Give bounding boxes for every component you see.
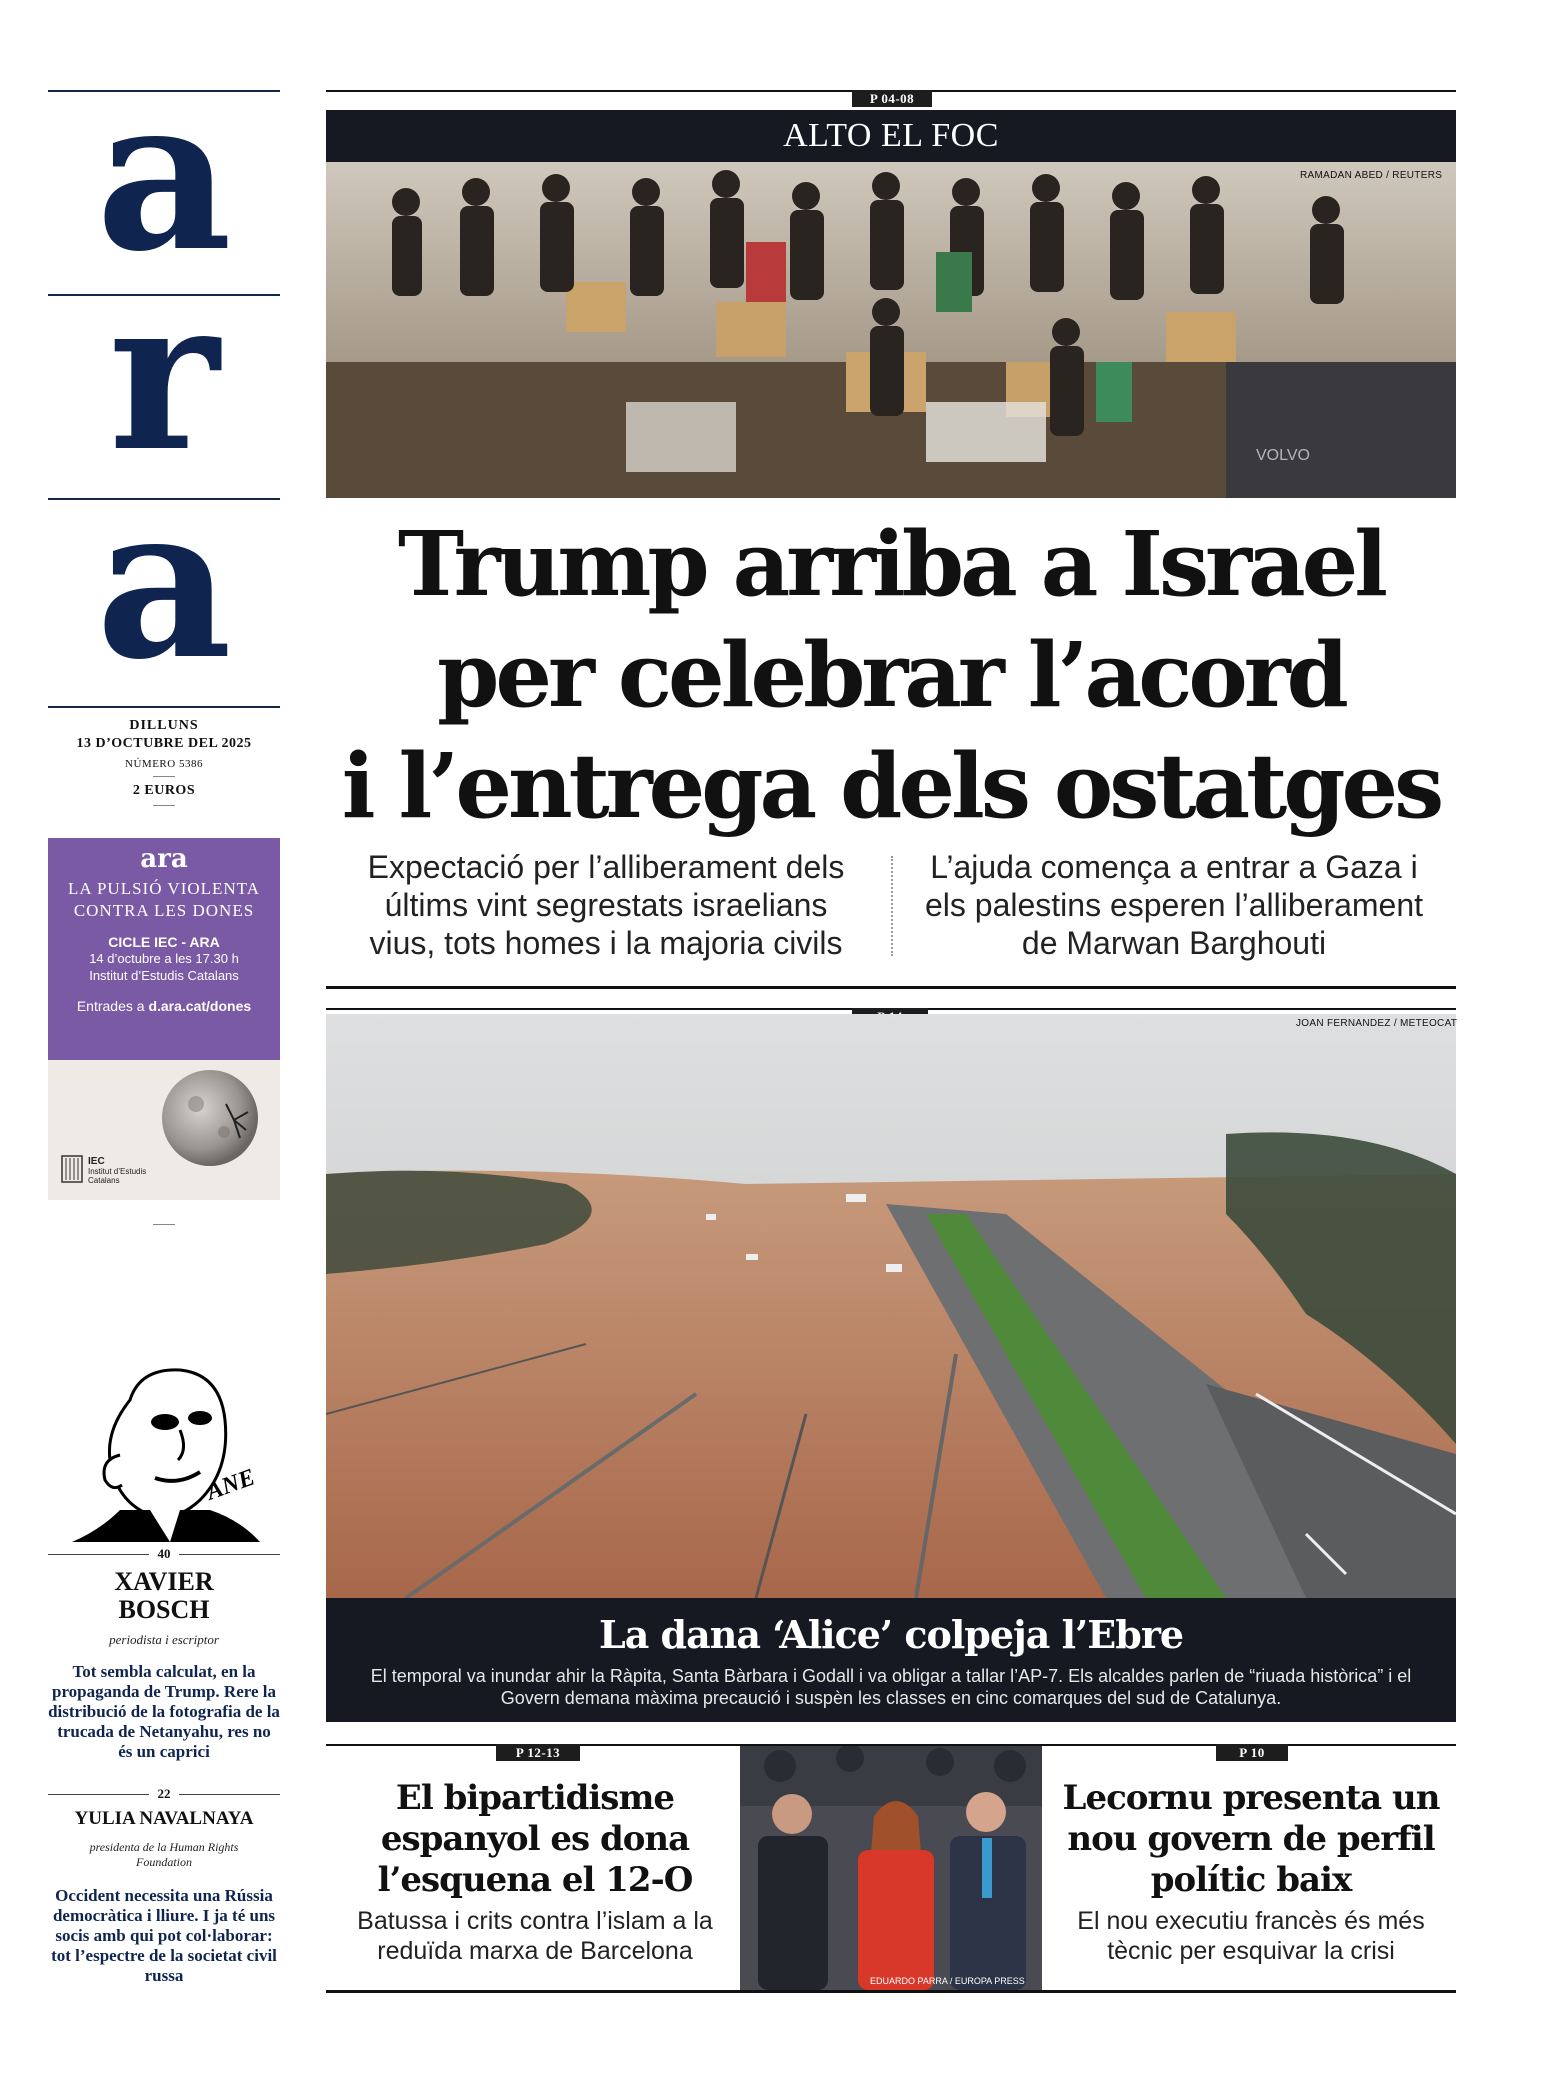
flood-headline: La dana ‘Alice’ colpeja l’Ebre xyxy=(598,1612,1184,1657)
moon-illustration xyxy=(48,1060,280,1200)
column-role-2-line1: presidenta de la Human Rights xyxy=(89,1840,239,1854)
promo-tickets-prefix: Entrades a xyxy=(76,998,149,1014)
column-role-2 xyxy=(48,1840,280,1870)
section-rule xyxy=(326,986,1456,989)
edition-number: NÚMERO 5386 xyxy=(125,758,203,770)
promo-title-1: LA PULSIÓ VIOLENTA xyxy=(68,879,260,898)
iec-name-1: Institut d’Estudis xyxy=(88,1167,147,1176)
lead-headline-line2: per celebrar l’acord xyxy=(437,622,1345,727)
lead-photo-gaza-aid[interactable] xyxy=(326,162,1456,498)
lead-subhead-left[interactable]: Expectació per l’alliberament dels últims vint segrestats israelians vius, tots homes i la majoria civils xyxy=(367,849,845,961)
bottom-rule xyxy=(326,1990,1456,1993)
column-author-1[interactable] xyxy=(48,1568,280,1624)
promo-logo: ara xyxy=(140,844,188,874)
column-page-1: 40 xyxy=(149,1546,179,1562)
bottom-right-headline-line1: Lecornu presenta un xyxy=(1062,1778,1440,1818)
iec-name-2: Catalans xyxy=(88,1176,120,1185)
bottom-photo-credit: EDUARDO PARRA / EUROPA PRESS xyxy=(870,1976,1025,1986)
masthead-letter-r[interactable]: r xyxy=(108,251,220,498)
truck-brand: VOLVO xyxy=(1256,447,1310,464)
column-author-1-first: XAVIER xyxy=(114,1567,214,1596)
promo-moon-image xyxy=(48,1060,280,1200)
bottom-left-page-tag[interactable]: P 12-13 xyxy=(496,1744,580,1761)
edition-day: DILLUNS xyxy=(129,718,199,733)
bottom-right-page-tag[interactable]: P 10 xyxy=(1216,1744,1288,1761)
column-quote-1[interactable]: Tot sembla calculat, en la propaganda de Trump. Rere la distribució de la fotografia de la trucada de Netanyahu, res no és un caprici xyxy=(48,1662,280,1761)
flood-image xyxy=(326,1014,1456,1598)
edition-date: 13 D’OCTUBRE DEL 2025 xyxy=(76,736,252,751)
flood-summary: El temporal va inundar ahir la Ràpita, Santa Bàrbara i Godall i va obligar a tallar l’AP-7. Els alcaldes parlen de “riuada històrica” i el Govern demana màxima precaució i suspèn les classes en cinc comarques del sud de Catalunya. xyxy=(370,1666,1412,1708)
lead-kicker: ALTO EL FOC xyxy=(326,110,1456,162)
lead-page-tag[interactable]: P 04-08 xyxy=(852,90,932,107)
caricature-illustration xyxy=(60,1360,270,1550)
column-author-2[interactable]: YULIA NAVALNAYA xyxy=(74,1808,254,1829)
bottom-right-headline[interactable] xyxy=(1046,1778,1456,1901)
flood-photo-credit: JOAN FERNANDEZ / METEOCAT xyxy=(1296,1018,1458,1029)
promo-venue: Institut d’Estudis Catalans xyxy=(89,968,239,983)
promo-title-2: CONTRA LES DONES xyxy=(73,901,255,920)
lead-subhead-right[interactable]: L’ajuda comença a entrar a Gaza i els palestins esperen l’alliberament de Marwan Barghouti xyxy=(924,849,1424,961)
lead-photo-credit: RAMADAN ABED / REUTERS xyxy=(1300,170,1443,181)
divider xyxy=(153,805,175,806)
bottom-photo-march[interactable] xyxy=(740,1746,1042,1990)
column-author-1-last: BOSCH xyxy=(118,1595,210,1624)
bottom-right-headline-line2: nou govern de perfil xyxy=(1067,1819,1435,1859)
bottom-right-headline-line3: polític baix xyxy=(1150,1860,1352,1900)
flood-photo[interactable] xyxy=(326,1014,1456,1598)
divider xyxy=(153,1224,175,1225)
masthead-letter-a2[interactable]: a xyxy=(95,459,233,706)
divider xyxy=(153,776,175,777)
event-promo[interactable] xyxy=(48,838,280,1060)
edition-info xyxy=(48,718,280,812)
cartoon-signature: ANE xyxy=(203,1464,259,1506)
promo-tickets[interactable] xyxy=(48,998,280,1014)
iec-abbr: IEC xyxy=(88,1156,105,1167)
bottom-right-subhead[interactable]: El nou executiu francès és més tècnic per esquivar la crisi xyxy=(1077,1907,1425,1965)
column-role-1: periodista i escriptor xyxy=(109,1632,219,1647)
flood-caption[interactable] xyxy=(326,1598,1456,1722)
lead-headline-line1: Trump arriba a Israel xyxy=(397,511,1385,616)
column-quote-2[interactable]: Occident necessita una Rússia democràtica i lliure. I ja té uns socis amb qui pot col·laborar: tot l’espectre de la societat civil russa xyxy=(51,1886,277,1985)
promo-datetime: 14 d’octubre a les 17.30 h xyxy=(89,951,239,966)
promo-cycle: CICLE IEC - ARA xyxy=(108,934,220,950)
politicians-image xyxy=(740,1746,1042,1990)
bottom-left-headline-line2: espanyol es dona xyxy=(380,1819,690,1859)
column-page-2: 22 xyxy=(149,1786,179,1802)
promo-tickets-link[interactable]: d.ara.cat/dones xyxy=(148,998,252,1014)
bottom-left-headline-line1: El bipartidisme xyxy=(395,1778,675,1818)
bottom-left-headline-line3: l’esquena el 12-O xyxy=(377,1860,693,1900)
subhead-divider xyxy=(891,856,893,956)
bottom-left-headline[interactable] xyxy=(330,1778,740,1901)
crowd-image xyxy=(326,162,1456,498)
lead-headline-line3: i l’entrega dels ostatges xyxy=(341,733,1441,838)
masthead-letter-a1[interactable]: a xyxy=(95,51,233,298)
bottom-left-subhead[interactable]: Batussa i crits contra l’islam a la reduïda marxa de Barcelona xyxy=(357,1907,713,1965)
lead-headline[interactable] xyxy=(326,508,1456,841)
edition-price: 2 EUROS xyxy=(132,783,196,798)
column-role-2-line2: Foundation xyxy=(136,1855,192,1869)
masthead-bottom-rule xyxy=(48,706,280,708)
